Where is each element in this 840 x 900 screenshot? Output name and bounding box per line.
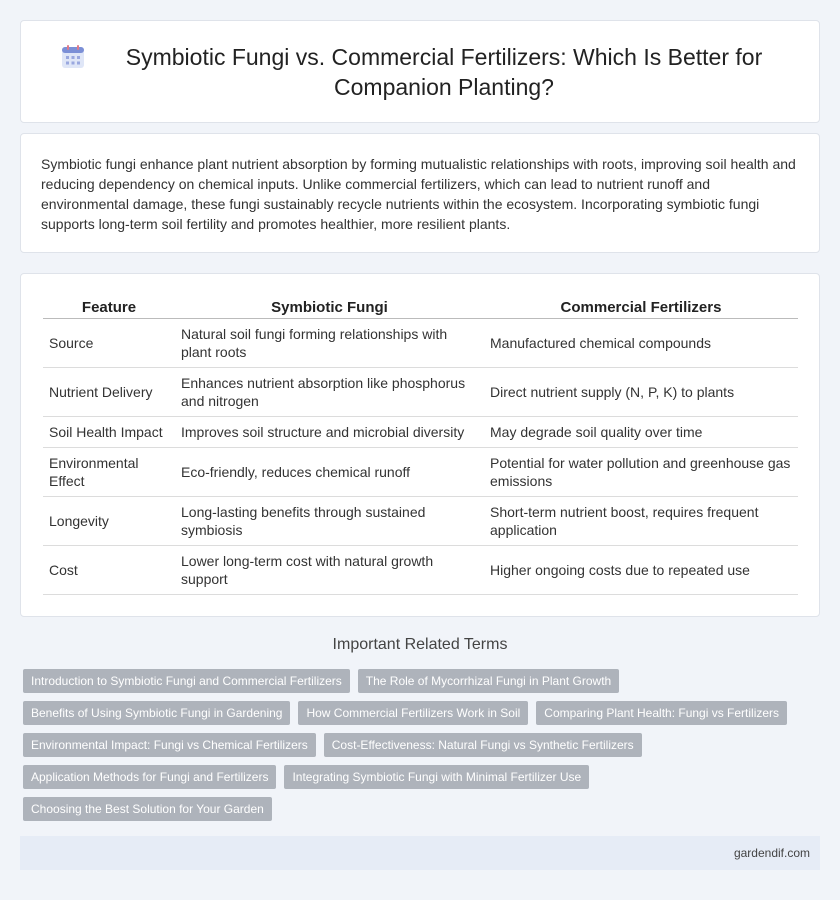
table-cell: Environmental Effect <box>43 448 175 497</box>
related-tag[interactable]: Integrating Symbiotic Fungi with Minimal Fertilizer Use <box>284 765 589 789</box>
table-cell: Short-term nutrient boost, requires frequent application <box>484 497 798 546</box>
header-symbiotic-fungi: Symbiotic Fungi <box>175 296 484 319</box>
tag-row <box>23 669 813 693</box>
comparison-table-card <box>20 273 820 617</box>
tag-row <box>23 797 813 821</box>
table-cell: Potential for water pollution and greenhouse gas emissions <box>484 448 798 497</box>
table-cell: Direct nutrient supply (N, P, K) to plants <box>484 368 798 417</box>
related-terms-heading: Important Related Terms <box>332 636 508 653</box>
header-commercial-fertilizers: Commercial Fertilizers <box>484 296 798 319</box>
calendar-grid-icon <box>60 44 86 70</box>
table-row <box>43 497 798 546</box>
footer-site-link[interactable]: gardendif.com <box>733 846 810 860</box>
table-row <box>43 546 798 595</box>
table-cell: Soil Health Impact <box>43 417 175 448</box>
related-tag[interactable]: Cost-Effectiveness: Natural Fungi vs Synthetic Fertilizers <box>324 733 642 757</box>
table-cell: Enhances nutrient absorption like phosphorus and nitrogen <box>175 368 484 417</box>
header-feature: Feature <box>43 296 175 319</box>
comparison-table <box>43 296 798 595</box>
page-title: Symbiotic Fungi vs. Commercial Fertilizers: Which Is Better for Companion Planting? <box>125 43 763 100</box>
table-row <box>43 417 798 448</box>
table-row <box>43 319 798 368</box>
table-cell: Lower long-term cost with natural growth support <box>175 546 484 595</box>
header-card <box>20 20 820 123</box>
related-tag[interactable]: Benefits of Using Symbiotic Fungi in Gardening <box>23 701 290 725</box>
table-cell: Cost <box>43 546 175 595</box>
table-header-row <box>43 296 798 319</box>
table-cell: Nutrient Delivery <box>43 368 175 417</box>
table-cell: Source <box>43 319 175 368</box>
table-cell: Manufactured chemical compounds <box>484 319 798 368</box>
table-row <box>43 368 798 417</box>
table-cell: Longevity <box>43 497 175 546</box>
related-tag[interactable]: Introduction to Symbiotic Fungi and Commercial Fertilizers <box>23 669 350 693</box>
table-cell: Long-lasting benefits through sustained symbiosis <box>175 497 484 546</box>
related-tag[interactable]: Choosing the Best Solution for Your Garden <box>23 797 272 821</box>
header-inner <box>60 42 780 102</box>
related-tags <box>23 669 813 829</box>
tag-row <box>23 765 813 789</box>
related-tag[interactable]: Application Methods for Fungi and Fertilizers <box>23 765 276 789</box>
related-tag[interactable]: The Role of Mycorrhizal Fungi in Plant Growth <box>358 669 619 693</box>
related-tag[interactable]: Environmental Impact: Fungi vs Chemical Fertilizers <box>23 733 316 757</box>
table-row <box>43 448 798 497</box>
tag-row <box>23 733 813 757</box>
table-cell: Natural soil fungi forming relationships with plant roots <box>175 319 484 368</box>
table-cell: May degrade soil quality over time <box>484 417 798 448</box>
tag-row <box>23 701 813 725</box>
intro-paragraph: Symbiotic fungi enhance plant nutrient absorption by forming mutualistic relationships with roots, improving soil health and reducing dependency on chemical inputs. Unlike commercial fertilizers, which can lead to nutrient runoff and environmental damage, these fungi sustainably recycle nutrients within the ecosystem. Incorporating symbiotic fungi supports long-term soil fertility and promotes healthier, more resilient plants. <box>41 156 796 232</box>
table-cell: Eco-friendly, reduces chemical runoff <box>175 448 484 497</box>
table-cell: Improves soil structure and microbial diversity <box>175 417 484 448</box>
intro-card <box>20 133 820 253</box>
related-tag[interactable]: How Commercial Fertilizers Work in Soil <box>298 701 528 725</box>
table-cell: Higher ongoing costs due to repeated use <box>484 546 798 595</box>
footer <box>20 836 820 870</box>
related-tag[interactable]: Comparing Plant Health: Fungi vs Fertilizers <box>536 701 787 725</box>
